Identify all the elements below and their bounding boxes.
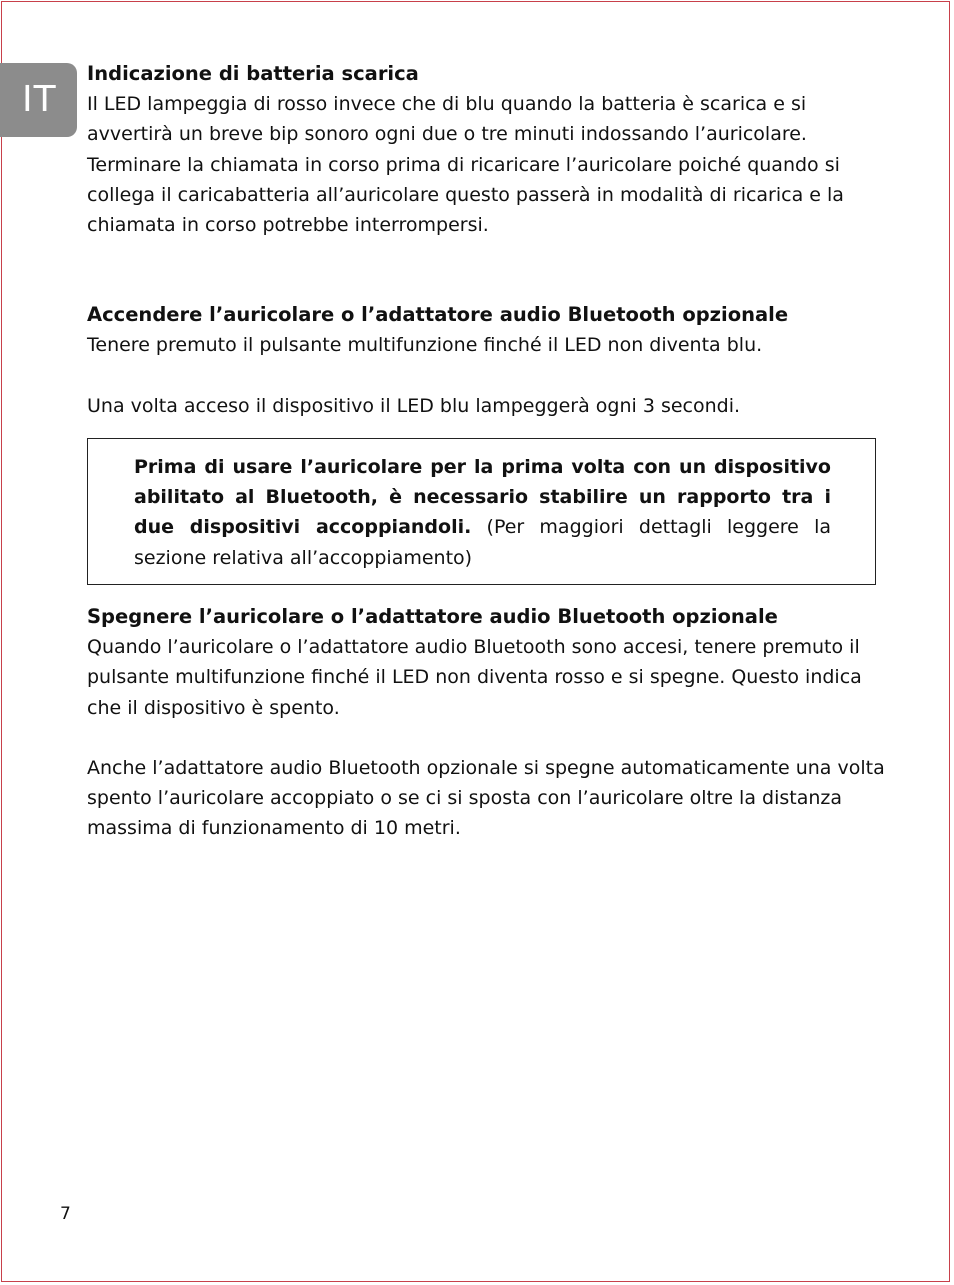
section-body: Tenere premuto il pulsante multifunzione finché il LED non diventa blu. — [87, 334, 763, 357]
section-power-on-extra — [87, 391, 887, 421]
section-body: Quando l’auricolare o l’adattatore audio Bluetooth sono accesi, tenere premuto il pulsante multifunzione finché il LED non diventa rosso e si spegne. Questo indica che il dispositivo è spento. — [87, 636, 862, 719]
section-heading: Accendere l’auricolare o l’adattatore audio Bluetooth opzionale — [87, 303, 789, 326]
language-tab: IT — [0, 63, 77, 137]
section-power-off-extra — [87, 753, 887, 844]
section-body: Una volta acceso il dispositivo il LED blu lampeggerà ogni 3 secondi. — [87, 395, 741, 417]
section-low-battery — [87, 59, 887, 240]
note-box — [87, 438, 876, 585]
note-text — [134, 452, 831, 573]
section-power-off — [87, 602, 887, 723]
note-bold-text: Prima di usare l’auricolare per la prima volta con un dispositivo abilitato al Bluetooth, è necessario stabilire un rapporto tra i due dispositivi accoppiandoli. — [134, 456, 831, 539]
section-power-on — [87, 300, 887, 360]
section-heading: Indicazione di batteria scarica — [87, 62, 419, 85]
note-normal-text: (Per maggiori dettagli leggere la sezione relativa all’accoppiamento) — [134, 516, 831, 569]
page-number: 7 — [60, 1204, 71, 1224]
section-body: Il LED lampeggia di rosso invece che di blu quando la batteria è scarica e si avvertirà un breve bip sonoro ogni due o tre minuti indossando l’auricolare. Terminare la chiamata in corso prima di ricaricare l’auricolare poiché quando si collega il caricabatteria all’auricolare questo passerà in modalità di ricarica e la chiamata in corso potrebbe interrompersi. — [87, 93, 844, 237]
section-heading: Spegnere l’auricolare o l’adattatore audio Bluetooth opzionale — [87, 605, 778, 628]
section-body: Anche l’adattatore audio Bluetooth opzionale si spegne automaticamente una volta spento l’auricolare accoppiato o se ci si sposta con l’auricolare oltre la distanza massima di funzionamento di 10 metri. — [87, 757, 885, 840]
